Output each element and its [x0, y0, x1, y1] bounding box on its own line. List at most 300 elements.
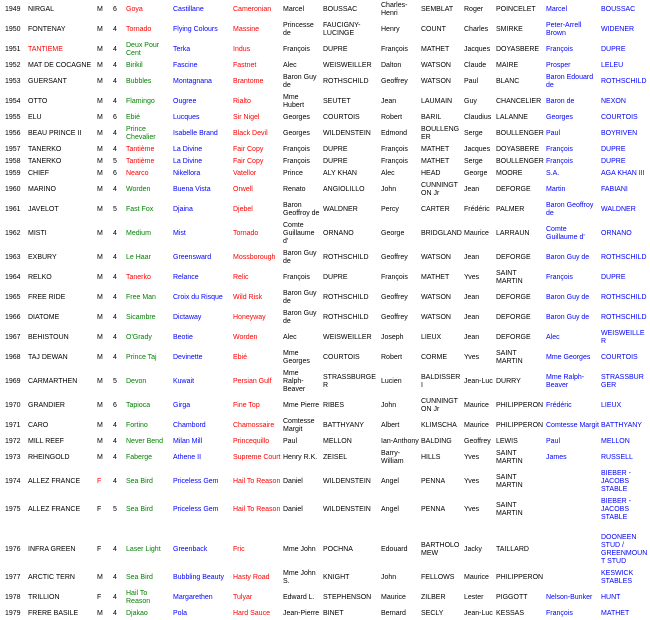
cell-sire: Free Man [126, 294, 156, 301]
cell-jockey-first: Maurice [464, 402, 489, 409]
cell-dam: La Divine [173, 146, 203, 153]
cell-breeder-first: Paul [546, 438, 561, 445]
cell-owner-last: WEISWEILLER [323, 62, 372, 69]
cell-dam: Relance [173, 274, 199, 281]
cell-dam: Pola [173, 610, 188, 617]
cell-sex: M [97, 78, 103, 85]
cell-trainer-first: Charles-Henri [381, 2, 408, 17]
cell-horse-name: FRERE BASILE [28, 610, 79, 617]
cell-trainer-first: Angel [381, 506, 399, 513]
cell-breeder-last: BOYRIVEN [601, 130, 638, 137]
cell-breeder-last: BIEBER - JACOBS STABLE [601, 498, 631, 521]
cell-jockey-first: Claudius [464, 114, 492, 121]
cell-breeder-last: ROTHSCHILD [601, 254, 647, 261]
row-gap [0, 524, 650, 532]
cell-year: 1977 [5, 574, 21, 581]
table-row [0, 468, 650, 496]
cell-sex: M [97, 158, 103, 165]
cell-jockey-last: SAINT MARTIN [496, 502, 523, 517]
cell-damsire: Mossborough [233, 254, 276, 261]
cell-jockey-last: DOYASBERE [496, 146, 540, 153]
cell-owner-first: François [283, 146, 310, 153]
cell-breeder-first: Georges [546, 114, 573, 121]
cell-sex: M [97, 354, 103, 361]
cell-breeder-last: AGA KHAN III [601, 170, 645, 177]
cell-damsire: Rialto [233, 98, 251, 105]
cell-jockey-last: TAILLARD [496, 546, 529, 553]
cell-dam: Chambord [173, 422, 206, 429]
cell-breeder-first: Mme Georges [546, 354, 591, 361]
cell-owner-first: Edward L. [283, 594, 315, 601]
cell-breeder-first [546, 496, 601, 524]
cell-jockey-first: Jacques [464, 146, 491, 153]
cell-owner-first: François [283, 158, 310, 165]
table-row [0, 416, 650, 436]
cell-horse-name: TANTIEME [28, 46, 63, 53]
cell-owner-first: Georges [283, 114, 310, 121]
cell-jockey-last: PHILIPPERON [496, 422, 544, 429]
cell-jockey-last: LARRAUN [496, 230, 530, 237]
cell-damsire: Fair Copy [233, 146, 264, 153]
cell-owner-last: BOUSSAC [323, 6, 358, 13]
cell-horse-name: MAT DE COCAGNE [28, 62, 92, 69]
cell-jockey-first: Jean [464, 334, 480, 341]
cell-year: 1949 [5, 6, 21, 13]
cell-sire: Sea Bird [126, 506, 153, 513]
cell-damsire: Tulyar [233, 594, 253, 601]
cell-breeder-first: François [546, 158, 573, 165]
cell-trainer-last: PENNA [421, 478, 446, 485]
cell-damsire: Massine [233, 26, 260, 33]
cell-jockey-first: Maurice [464, 230, 489, 237]
cell-owner-first: Comte Guillaume d' [283, 222, 315, 245]
cell-owner-first: Paul [283, 438, 298, 445]
cell-owner-first: Baron Guy de [283, 74, 317, 89]
cell-sire: Deux Pour Cent [126, 42, 160, 57]
cell-breeder-first: Mme Ralph-Beaver [546, 374, 585, 389]
cell-breeder-last: ROTHSCHILD [601, 78, 647, 85]
table-row [0, 248, 650, 268]
cell-damsire: Tornado [233, 230, 259, 237]
cell-jockey-first: Jacky [464, 546, 482, 553]
cell-owner-last: FAUCIGNY-LUCINGE [323, 22, 361, 37]
cell-owner-last: ALY KHAN [323, 170, 357, 177]
cell-jockey-last: MAIRE [496, 62, 519, 69]
cell-jockey-first: Yves [464, 274, 480, 281]
cell-year: 1973 [5, 454, 21, 461]
cell-breeder-first: Martin [546, 186, 566, 193]
cell-sex: M [97, 294, 103, 301]
cell-dam: Bubbling Beauty [173, 574, 224, 581]
cell-trainer-last: CUNNINGTON Jr [421, 398, 458, 413]
cell-sire: O'Grady [126, 334, 152, 341]
cell-damsire: Chamossaire [233, 422, 275, 429]
cell-year: 1952 [5, 62, 21, 69]
cell-damsire: Honeyway [233, 314, 266, 321]
cell-sire: Medium [126, 230, 151, 237]
cell-breeder-first: James [546, 454, 567, 461]
cell-owner-last: DUPRE [323, 274, 348, 281]
table-row [0, 180, 650, 200]
table-row [0, 72, 650, 92]
cell-trainer-first: Bernard [381, 610, 406, 617]
cell-age: 4 [113, 26, 117, 33]
cell-horse-name: MILL REEF [28, 438, 64, 445]
cell-trainer-last: CUNNINGTON Jr [421, 182, 458, 197]
table-row [0, 144, 650, 156]
cell-trainer-last: BRIDGLAND [421, 230, 462, 237]
cell-sex: F [97, 594, 102, 601]
cell-horse-name: CARMARTHEN [28, 378, 78, 385]
cell-breeder-last: NEXON [601, 98, 626, 105]
cell-year: 1966 [5, 314, 21, 321]
table-row [0, 368, 650, 396]
cell-year: 1968 [5, 354, 21, 361]
cell-damsire: Supreme Court [233, 454, 281, 461]
cell-trainer-first: Edouard [381, 546, 408, 553]
cell-horse-name: TAJ DEWAN [28, 354, 68, 361]
cell-jockey-last: POINCELET [496, 6, 536, 13]
cell-sire: Never Bend [126, 438, 163, 445]
cell-dam: Isabelle Brand [173, 130, 218, 137]
cell-age: 4 [113, 98, 117, 105]
cell-year: 1953 [5, 78, 21, 85]
cell-age: 6 [113, 6, 117, 13]
cell-sire: Ebié [126, 114, 141, 121]
cell-owner-first: Alec [283, 62, 297, 69]
cell-trainer-first: François [381, 158, 408, 165]
cell-trainer-first: John [381, 186, 397, 193]
cell-dam: Margarethen [173, 594, 213, 601]
cell-damsire: Vatellor [233, 170, 257, 177]
cell-jockey-first: Jean [464, 314, 480, 321]
cell-sex: M [97, 610, 103, 617]
cell-year: 1965 [5, 294, 21, 301]
cell-jockey-first: Paul [464, 78, 479, 85]
cell-trainer-first: Robert [381, 114, 403, 121]
cell-age: 4 [113, 186, 117, 193]
cell-sex: M [97, 574, 103, 581]
cell-age: 6 [113, 402, 117, 409]
cell-jockey-last: DOYASBERE [496, 46, 540, 53]
cell-breeder-first: Baron Guy de [546, 314, 590, 321]
cell-year: 1972 [5, 438, 21, 445]
cell-sire: Nearco [126, 170, 149, 177]
table-row [0, 20, 650, 40]
table-row [0, 268, 650, 288]
cell-horse-name: MISTI [28, 230, 47, 237]
cell-horse-name: INFRA GREEN [28, 546, 76, 553]
cell-trainer-first: Edmond [381, 130, 408, 137]
cell-year: 1955 [5, 114, 21, 121]
cell-owner-first: Baron Geoffroy de [283, 202, 320, 217]
cell-damsire: Cameronian [233, 6, 272, 13]
cell-dam: Dictaway [173, 314, 202, 321]
cell-age: 4 [113, 78, 117, 85]
cell-jockey-first: Jean [464, 186, 480, 193]
cell-year: 1964 [5, 274, 21, 281]
cell-sire: Bubbles [126, 78, 152, 85]
cell-sex: M [97, 46, 103, 53]
cell-sire: Sea Bird [126, 478, 153, 485]
cell-age: 4 [113, 478, 117, 485]
cell-damsire: Persian Gulf [233, 378, 272, 385]
cell-breeder-last: DUPRE [601, 146, 626, 153]
cell-owner-last: DUPRE [323, 146, 348, 153]
table-row [0, 396, 650, 416]
table-row [0, 448, 650, 468]
cell-age: 5 [113, 378, 117, 385]
cell-horse-name: ARCTIC TERN [28, 574, 75, 581]
cell-breeder-first: Prosper [546, 62, 571, 69]
cell-trainer-first: François [381, 274, 408, 281]
cell-breeder-first: François [546, 146, 573, 153]
cell-sire: Sicambre [126, 314, 156, 321]
cell-horse-name: EXBURY [28, 254, 57, 261]
cell-breeder-last: LIEUX [601, 402, 622, 409]
cell-age: 6 [113, 170, 117, 177]
cell-breeder-last: RUSSELL [601, 454, 633, 461]
cell-trainer-first: Geoffrey [381, 78, 408, 85]
cell-dam: Beotie [173, 334, 193, 341]
cell-year: 1960 [5, 186, 21, 193]
cell-sex: M [97, 114, 103, 121]
cell-sex: M [97, 402, 103, 409]
cell-dam: Devinette [173, 354, 203, 361]
cell-dam: Montagnana [173, 78, 212, 85]
cell-jockey-first: Claude [464, 62, 487, 69]
cell-breeder-first: Baron de [546, 98, 575, 105]
cell-dam: Mist [173, 230, 186, 237]
cell-horse-name: ALLEZ FRANCE [28, 478, 81, 485]
cell-trainer-first: Maurice [381, 594, 406, 601]
cell-dam: Priceless Gem [173, 506, 219, 513]
cell-breeder-last: COURTOIS [601, 354, 638, 361]
cell-sex: M [97, 254, 103, 261]
cell-age: 4 [113, 254, 117, 261]
cell-breeder-first: Frédéric [546, 402, 572, 409]
cell-sire: Tapioca [126, 402, 151, 409]
cell-breeder-first: Baron Geoffroy de [546, 202, 594, 217]
cell-sire: Goya [126, 6, 143, 13]
cell-owner-last: STEPHENSON [323, 594, 372, 601]
cell-horse-name: RHEINGOLD [28, 454, 70, 461]
cell-dam: Milan Mill [173, 438, 203, 445]
cell-owner-first: Mme Georges [283, 350, 310, 365]
cell-jockey-last: BOULLENGER [496, 158, 544, 165]
cell-sex: M [97, 334, 103, 341]
cell-owner-last: WALDNER [323, 206, 358, 213]
cell-damsire: Princequillo [233, 438, 270, 445]
cell-owner-first: Baron Guy de [283, 250, 317, 265]
cell-trainer-last: SECLY [421, 610, 444, 617]
cell-trainer-last: BOULLENGER [421, 126, 460, 141]
cell-damsire: Brantome [233, 78, 264, 85]
cell-breeder-last: ROTHSCHILD [601, 294, 647, 301]
cell-sire: Le Haar [126, 254, 151, 261]
cell-owner-last: STRASSBURGER [323, 374, 376, 389]
cell-owner-last: WILDENSTEIN [323, 478, 371, 485]
cell-horse-name: GRANDIER [28, 402, 65, 409]
cell-year: 1950 [5, 26, 21, 33]
cell-breeder-first: François [546, 274, 573, 281]
cell-owner-last: ORNANO [323, 230, 354, 237]
cell-trainer-last: WATSON [421, 254, 451, 261]
cell-jockey-first: Yves [464, 454, 480, 461]
cell-age: 4 [113, 130, 117, 137]
cell-owner-first: Mme Hubert [283, 94, 305, 109]
cell-sire: Sea Bird [126, 574, 153, 581]
cell-horse-name: ALLEZ FRANCE [28, 506, 81, 513]
cell-owner-first: Baron Guy de [283, 310, 317, 325]
cell-jockey-last: SAINT MARTIN [496, 350, 523, 365]
cell-dam: Fascine [173, 62, 198, 69]
cell-sex: M [97, 274, 103, 281]
cell-damsire: Hasty Road [233, 574, 270, 581]
cell-trainer-last: MATHET [421, 146, 450, 153]
cell-trainer-first: Ian-Anthony [381, 438, 419, 445]
table-row [0, 348, 650, 368]
cell-sex: M [97, 206, 103, 213]
cell-jockey-first: Jean-Luc [464, 378, 493, 385]
cell-jockey-last: CHANCELIER [496, 98, 542, 105]
cell-breeder-last: HUNT [601, 594, 621, 601]
cell-damsire: Fric [233, 546, 245, 553]
cell-sire: Worden [126, 186, 151, 193]
cell-owner-first: Alec [283, 334, 297, 341]
cell-sex: F [97, 546, 102, 553]
cell-breeder-last: WALDNER [601, 206, 636, 213]
table-row [0, 588, 650, 608]
cell-dam: Djaina [173, 206, 193, 213]
cell-breeder-first: François [546, 610, 573, 617]
cell-jockey-last: DEFORGE [496, 254, 531, 261]
cell-jockey-last: DEFORGE [496, 186, 531, 193]
cell-jockey-last: PHILIPPERON [496, 402, 544, 409]
cell-sex: M [97, 230, 103, 237]
cell-owner-last: KNIGHT [323, 574, 350, 581]
cell-trainer-first: Geoffrey [381, 294, 408, 301]
cell-trainer-last: SEMBLAT [421, 6, 454, 13]
cell-sire: Fortino [126, 422, 148, 429]
cell-breeder-last: WEISWEILLER [601, 330, 645, 345]
cell-trainer-first: Alec [381, 170, 395, 177]
cell-dam: Greensward [173, 254, 212, 261]
cell-jockey-first: Maurice [464, 574, 489, 581]
cell-horse-name: CARO [28, 422, 49, 429]
cell-owner-first: Princesse de [283, 22, 314, 37]
cell-jockey-first: Jean [464, 254, 480, 261]
cell-horse-name: TRILLION [28, 594, 60, 601]
cell-trainer-first: Joseph [381, 334, 404, 341]
cell-jockey-last: PALMER [496, 206, 525, 213]
table-row [0, 532, 650, 568]
cell-breeder-first: Alec [546, 334, 560, 341]
cell-jockey-last: DEFORGE [496, 294, 531, 301]
cell-damsire: Indus [233, 46, 251, 53]
cell-owner-last: DUPRE [323, 46, 348, 53]
cell-age: 4 [113, 46, 117, 53]
table-row [0, 436, 650, 448]
cell-owner-last: ROTHSCHILD [323, 294, 369, 301]
table-row [0, 60, 650, 72]
cell-breeder-first [546, 532, 601, 568]
cell-breeder-last: DUPRE [601, 274, 626, 281]
cell-horse-name: MARINO [28, 186, 56, 193]
cell-sex: M [97, 170, 103, 177]
cell-horse-name: ELU [28, 114, 42, 121]
cell-dam: Athene II [173, 454, 202, 461]
cell-breeder-last: ROTHSCHILD [601, 314, 647, 321]
cell-owner-last: DUPRE [323, 158, 348, 165]
cell-sex: M [97, 438, 103, 445]
cell-dam: Castillane [173, 6, 204, 13]
cell-sire: Devon [126, 378, 147, 385]
table-row [0, 308, 650, 328]
cell-trainer-first: François [381, 46, 408, 53]
cell-trainer-first: Dalton [381, 62, 402, 69]
table-row [0, 92, 650, 112]
cell-trainer-last: LAUMAIN [421, 98, 453, 105]
cell-jockey-last: SAINT MARTIN [496, 270, 523, 285]
cell-breeder-last: LELEU [601, 62, 624, 69]
cell-damsire: Fair Copy [233, 158, 264, 165]
cell-year: 1975 [5, 506, 21, 513]
cell-year: 1954 [5, 98, 21, 105]
cell-jockey-last: DEFORGE [496, 334, 531, 341]
cell-dam: La Divine [173, 158, 203, 165]
cell-trainer-last: BARIL [421, 114, 442, 121]
cell-trainer-first: Percy [381, 206, 399, 213]
cell-jockey-last: LEWIS [496, 438, 518, 445]
cell-age: 4 [113, 438, 117, 445]
cell-dam: Kuwait [173, 378, 195, 385]
cell-horse-name: JAVELOT [28, 206, 59, 213]
cell-jockey-last: DURRY [496, 378, 521, 385]
cell-sex: F [97, 506, 102, 513]
cell-trainer-last: MATHET [421, 274, 450, 281]
cell-jockey-first: Serge [464, 158, 483, 165]
cell-breeder-last: DUPRE [601, 158, 626, 165]
cell-damsire: Wild Risk [233, 294, 263, 301]
cell-dam: Nikellora [173, 170, 201, 177]
cell-trainer-last: PENNA [421, 506, 446, 513]
cell-trainer-last: MATHET [421, 46, 450, 53]
table-row [0, 496, 650, 524]
cell-horse-name: NIRGAL [28, 6, 55, 13]
cell-age: 5 [113, 506, 117, 513]
cell-trainer-last: COUNT [421, 26, 446, 33]
cell-jockey-last: KESSAS [496, 610, 525, 617]
cell-age: 4 [113, 146, 117, 153]
cell-dam: Flying Colours [173, 26, 218, 33]
cell-trainer-last: HEAD [421, 170, 441, 177]
cell-jockey-last: BLANC [496, 78, 520, 85]
cell-year: 1962 [5, 230, 21, 237]
cell-jockey-first: Jacques [464, 46, 491, 53]
cell-breeder-last: DOONEEN STUD / GREENMOUNT STUD [601, 534, 648, 565]
cell-owner-first: Daniel [283, 478, 303, 485]
cell-jockey-first: Yves [464, 478, 480, 485]
cell-breeder-first: François [546, 46, 573, 53]
cell-breeder-last: MELLON [601, 438, 630, 445]
cell-trainer-first: Barry-William [381, 450, 404, 465]
cell-owner-last: COURTOIS [323, 354, 360, 361]
cell-breeder-last: BOUSSAC [601, 6, 636, 13]
cell-age: 4 [113, 274, 117, 281]
cell-jockey-first: Yves [464, 506, 480, 513]
cell-dam: Ougree [173, 98, 197, 105]
